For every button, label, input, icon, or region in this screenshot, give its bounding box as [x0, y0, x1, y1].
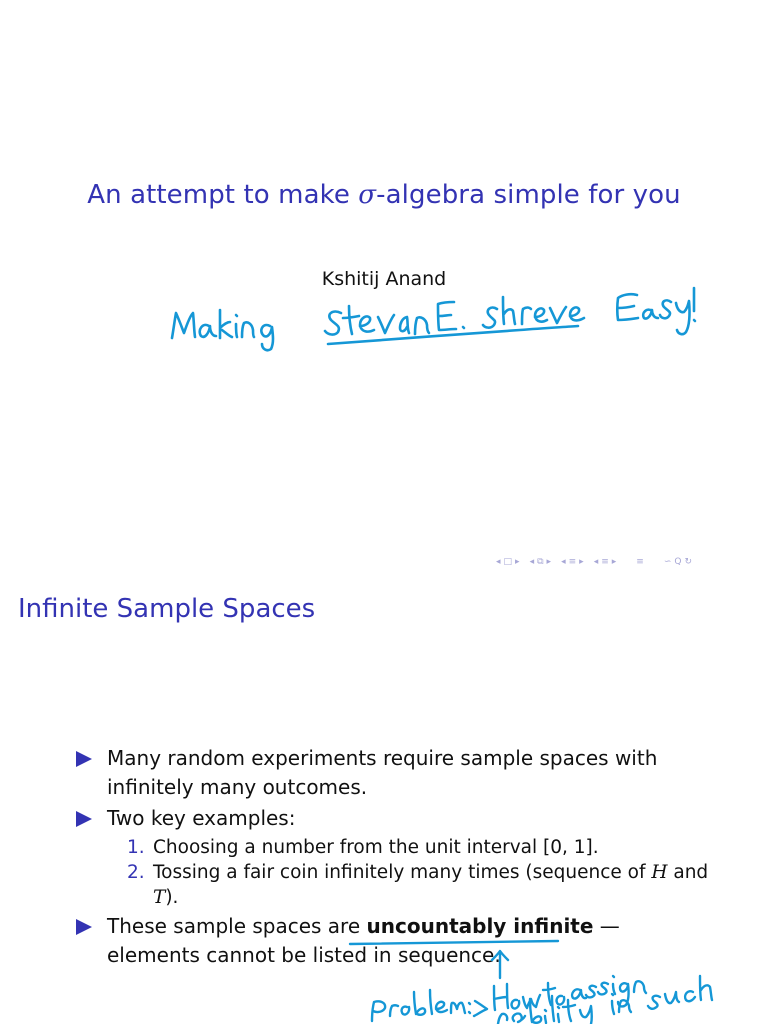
- nav-left-arrow-icon[interactable]: ◂: [561, 557, 566, 567]
- item-text: and: [667, 862, 709, 883]
- nav-right-arrow-icon[interactable]: ▸: [579, 557, 584, 567]
- nav-left-arrow-icon[interactable]: ◂: [496, 557, 501, 567]
- emphasized-term: uncountably infinite: [366, 914, 594, 938]
- nav-right-arrow-icon[interactable]: ▸: [515, 557, 520, 567]
- author-name: Kshitij Anand: [321, 268, 447, 290]
- section-icon[interactable]: ≡: [568, 557, 577, 567]
- math-symbol-h: H: [651, 862, 668, 883]
- search-icon[interactable]: Q: [674, 557, 682, 567]
- nav-left-arrow-icon[interactable]: ◂: [529, 557, 535, 567]
- section-icon[interactable]: ≡: [601, 557, 609, 567]
- item-text: Tossing a fair coin infinitely many times (sequence of: [153, 862, 652, 883]
- content-slide: [0, 576, 768, 1024]
- sigma-symbol: σ: [358, 180, 377, 210]
- bullet-text: Two key examples:: [107, 806, 296, 830]
- title-text-start: An attempt to make: [87, 180, 359, 210]
- slide-title: Infinite Sample Spaces: [18, 594, 316, 624]
- back-forward-icon[interactable]: ∽: [663, 557, 672, 567]
- item-number: 2.: [127, 862, 145, 883]
- beamer-navigation-bar[interactable]: [496, 554, 761, 570]
- item-text: Choosing a number from the unit interval [0, 1].: [153, 837, 599, 858]
- math-symbol-t: T: [153, 887, 166, 908]
- item-number: 1.: [127, 837, 145, 858]
- nav-left-arrow-icon[interactable]: ◂: [593, 557, 599, 567]
- bullet-text: These sample spaces are: [107, 914, 367, 938]
- toc-icon[interactable]: ≡: [636, 557, 644, 567]
- bullet-text: — elements cannot be listed in sequence.: [107, 914, 620, 967]
- title-text-end: -algebra simple for you: [376, 180, 681, 210]
- item-text: ).: [165, 887, 179, 908]
- handwritten-annotation-problem: [0, 576, 768, 1024]
- bullet-text: Many random experiments require sample spaces with infinitely many outcomes.: [107, 746, 658, 799]
- subsection-icon[interactable]: ⧉: [537, 557, 544, 567]
- nav-right-arrow-icon[interactable]: ▸: [546, 557, 552, 567]
- refresh-icon[interactable]: ↻: [684, 557, 693, 567]
- frame-icon[interactable]: □: [503, 557, 513, 567]
- nav-right-arrow-icon[interactable]: ▸: [611, 557, 617, 567]
